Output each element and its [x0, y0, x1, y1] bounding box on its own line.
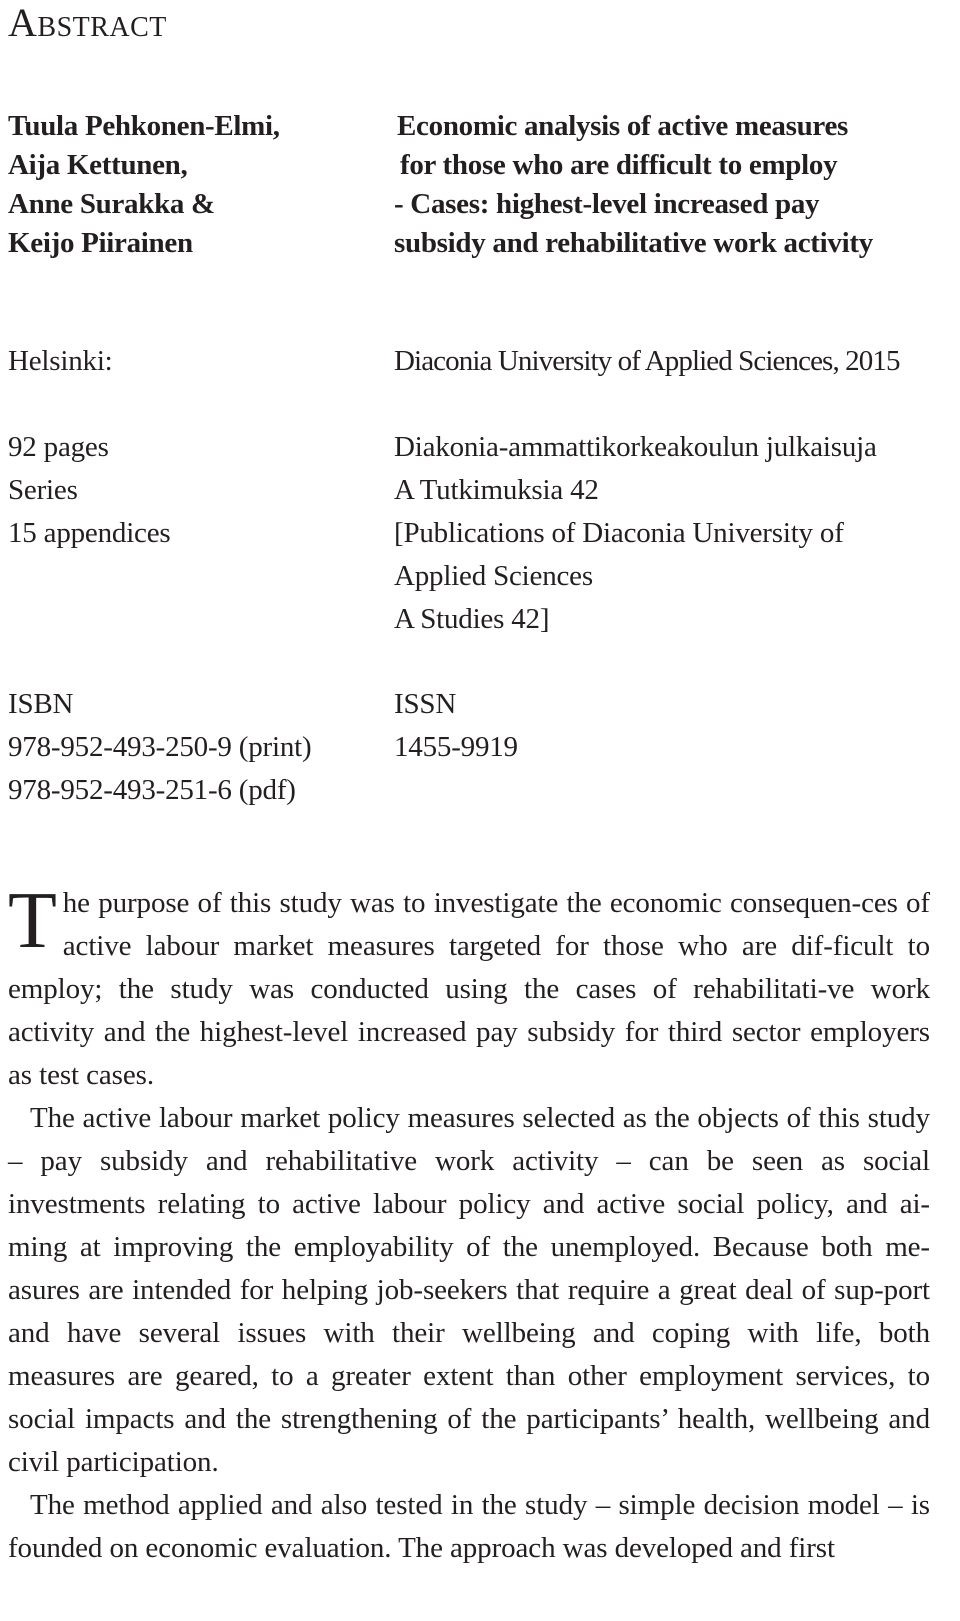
title-line: for those who are difficult to employ [400, 149, 838, 181]
isbn-block [8, 683, 311, 812]
issn-number: 1455-9919 [394, 731, 518, 763]
paragraph-text: he purpose of this study was to investigate the economic consequen-ces of active labour market measures targeted for those who are dif-ficult to employ; the study was conducted using the cases of rehabilitati-ve work activity and the highest-level increased pay subsidy for third sector employers as test cases. [8, 887, 930, 1091]
author-name: Tuula Pehkonen-Elmi, [8, 110, 280, 142]
authors-block [8, 107, 388, 263]
series-line: A Studies 42] [394, 603, 550, 635]
isbn-label: ISBN [8, 688, 74, 720]
series-line: [Publications of Diaconia University of [394, 517, 844, 549]
appendix-count: 15 appendices [8, 517, 171, 549]
author-name: Aija Kettunen, [8, 149, 188, 181]
series-line: Diakonia-ammattikorkeakoulun julkaisuja [394, 431, 877, 463]
series-line: Applied Sciences [394, 560, 593, 592]
series-line: A Tutkimuksia 42 [394, 474, 599, 506]
publisher-place: Helsinki: [8, 345, 113, 377]
publication-details [8, 426, 170, 555]
title-line: - Cases: highest-level increased pay [394, 188, 820, 220]
abstract-paragraph: The active labour market policy measures selected as the objects of this study – pay subsidy and rehabilitative work activity – can be seen as social investments relating to active labour policy and active social policy, and ai-ming at improving the employability of the unemployed. Because both me-asures are intended for helping job-seekers that require a great deal of sup-port and have several issues with their wellbeing and coping with life, both measures are geared, to a greater extent than other employment services, to social impacts and the strengthening of the participants’ health, wellbeing and civil participation. [8, 1102, 930, 1478]
series-info [394, 426, 877, 641]
author-name: Anne Surakka & [8, 188, 215, 220]
title-line: subsidy and rehabilitative work activity [394, 227, 873, 259]
publication-title [394, 107, 954, 263]
series-label: Series [8, 474, 78, 506]
publisher-name: Diaconia University of Applied Sciences, 2015 [394, 345, 900, 377]
abstract-paragraph: The method applied and also tested in the study – simple decision model – is founded on economic evaluation. The approach was developed and first [8, 1489, 930, 1564]
abstract-text [8, 877, 930, 1570]
page-heading: Abstract [8, 0, 167, 45]
issn-label: ISSN [394, 688, 457, 720]
drop-cap: T [8, 877, 57, 965]
page-count: 92 pages [8, 431, 109, 463]
isbn-print: 978-952-493-250-9 (print) [8, 731, 312, 763]
abstract-paragraph [8, 877, 930, 1097]
isbn-pdf: 978-952-493-251-6 (pdf) [8, 774, 296, 806]
title-line: Economic analysis of active measures [397, 110, 849, 142]
author-name: Keijo Piirainen [8, 227, 193, 259]
issn-block [394, 683, 518, 769]
